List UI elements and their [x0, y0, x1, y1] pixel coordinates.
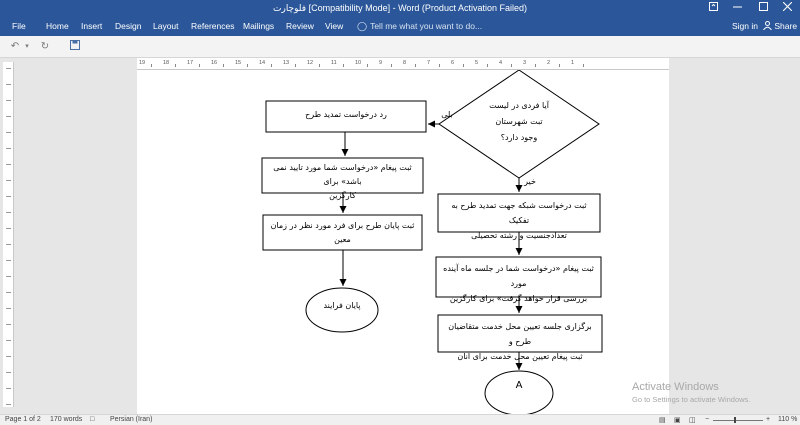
vertical-ruler[interactable]	[3, 62, 14, 407]
ruler-tick	[295, 64, 296, 67]
end-time-text	[265, 219, 420, 247]
register-request-text	[440, 198, 598, 243]
decision-text	[459, 98, 579, 146]
no-label: خیر	[524, 177, 536, 186]
hold-meeting-line-1: برگزاری جلسه تعیین محل خدمت متقاضیان طرح و	[448, 322, 592, 346]
tab-view[interactable]: View	[325, 21, 344, 31]
ruler-number: 4	[499, 60, 503, 66]
repeat-button[interactable]: ↻	[40, 41, 50, 52]
ribbon-tabs	[0, 18, 800, 36]
vertical-ruler-tick	[6, 148, 11, 149]
connector-a-text: A	[515, 380, 523, 391]
meeting-message-line-1: ثبت پیغام «درخواست شما در جلسه ماه آینده مورد	[443, 264, 594, 288]
zoom-slider[interactable]	[713, 420, 763, 421]
vertical-ruler-tick	[6, 276, 11, 277]
ruler-number: 17	[187, 60, 194, 66]
ruler-tick	[367, 64, 368, 67]
save-icon	[70, 40, 80, 50]
vertical-ruler-tick	[6, 196, 11, 197]
document-page[interactable]	[137, 70, 669, 415]
hold-meeting-line-2: ثبت پیغام تعیین محل خدمت برای آنان	[457, 352, 583, 361]
activation-subtext: Go to Settings to activate Windows.	[632, 395, 751, 404]
vertical-ruler-tick	[6, 340, 11, 341]
share-button[interactable]	[763, 21, 797, 31]
proofing-icon[interactable]: □	[90, 416, 95, 423]
rejection-message-line-1: ثبت پیغام «درخواست شما مورد تایید نمی باشد» برای	[273, 163, 412, 186]
tell-me-text: Tell me what you want to do...	[370, 21, 483, 31]
language-indicator[interactable]: Persian (Iran)	[110, 416, 153, 423]
tab-review[interactable]: Review	[286, 21, 314, 31]
ruler-tick	[511, 64, 512, 67]
ribbon-options-icon	[709, 2, 718, 11]
tab-file[interactable]: File	[12, 21, 26, 31]
register-request-line-2: تعدادجنسیت و رشته تحصیلی	[471, 231, 567, 240]
ribbon-display-options-button[interactable]	[702, 1, 724, 17]
ruler-tick	[583, 64, 584, 67]
title-bar	[0, 0, 800, 18]
vertical-ruler-tick	[6, 324, 11, 325]
share-label: Share	[774, 21, 798, 31]
vertical-ruler-tick	[6, 180, 11, 181]
share-person-icon	[763, 21, 772, 30]
minimize-button[interactable]	[726, 1, 748, 17]
undo-button[interactable]: ↶	[10, 41, 20, 52]
vertical-ruler-tick	[6, 228, 11, 229]
meeting-message-line-2: بررسی قرار خواهد گرفت» برای کارگزین	[449, 294, 588, 303]
connector-a-oval	[485, 371, 553, 415]
quick-access-toolbar	[0, 36, 800, 58]
activation-heading: Activate Windows	[632, 381, 719, 393]
ruler-number: 1	[571, 60, 575, 66]
ruler-tick	[199, 64, 200, 67]
ruler-tick	[463, 64, 464, 67]
yes-label: بلی	[441, 110, 453, 119]
vertical-ruler-tick	[6, 244, 11, 245]
close-button[interactable]	[776, 1, 798, 17]
vertical-ruler-tick	[6, 116, 11, 117]
decision-line-2: تبت شهرستان	[495, 117, 543, 126]
ruler-tick	[391, 64, 392, 67]
lightbulb-icon: ◯	[357, 21, 368, 31]
end-process-text: پایان فرایند	[323, 301, 361, 310]
vertical-ruler-tick	[6, 404, 11, 405]
decision-line-3: وجود دارد؟	[500, 133, 538, 142]
zoom-in-button[interactable]: +	[766, 416, 771, 423]
ruler-number: 6	[451, 60, 455, 66]
ruler-number: 14	[259, 60, 266, 66]
web-layout-icon[interactable]: ◫	[689, 417, 696, 424]
horizontal-ruler[interactable]	[137, 58, 669, 70]
ruler-number: 19	[139, 60, 146, 66]
vertical-ruler-tick	[6, 260, 11, 261]
activation-watermark	[632, 381, 750, 404]
ruler-tick	[223, 64, 224, 67]
ruler-number: 15	[235, 60, 242, 66]
ruler-number: 2	[547, 60, 551, 66]
ruler-tick	[415, 64, 416, 67]
tell-me-box[interactable]	[357, 21, 482, 32]
ruler-number: 16	[211, 60, 218, 66]
ruler-tick	[175, 64, 176, 67]
ruler-number: 8	[403, 60, 407, 66]
status-bar	[0, 414, 800, 425]
ruler-tick	[559, 64, 560, 67]
rejection-message-text	[265, 161, 420, 203]
word-count[interactable]: 170 words	[50, 416, 83, 423]
ruler-number: 13	[283, 60, 290, 66]
vertical-ruler-tick	[6, 100, 11, 101]
ruler-number: 18	[163, 60, 170, 66]
ruler-tick	[247, 64, 248, 67]
vertical-ruler-tick	[6, 308, 11, 309]
end-time-line-1: ثبت پایان طرح برای فرد مورد نظر در زمان معین	[270, 221, 415, 244]
ruler-tick	[439, 64, 440, 67]
redo-dropdown-icon[interactable]: ▾	[25, 43, 29, 50]
ruler-tick	[343, 64, 344, 67]
sign-in-link[interactable]: Sign in	[732, 21, 758, 31]
ruler-number: 3	[523, 60, 527, 66]
tab-insert[interactable]: Insert	[81, 21, 103, 31]
minimize-icon	[733, 2, 742, 11]
ruler-tick	[535, 64, 536, 67]
save-button[interactable]	[68, 40, 82, 54]
ruler-number: 9	[379, 60, 383, 66]
zoom-slider-thumb[interactable]	[734, 417, 736, 423]
vertical-ruler-tick	[6, 388, 11, 389]
vertical-ruler-tick	[6, 68, 11, 69]
ruler-tick	[487, 64, 488, 67]
meeting-message-text	[438, 261, 599, 306]
tab-design[interactable]: Design	[115, 21, 142, 31]
window-title: فلوچارت [Compatibility Mode] - Word (Product Activation Failed)	[273, 3, 527, 13]
vertical-ruler-tick	[6, 164, 11, 165]
tab-layout[interactable]: Layout	[153, 21, 179, 31]
vertical-ruler-tick	[6, 356, 11, 357]
ruler-tick	[271, 64, 272, 67]
hold-meeting-text	[440, 319, 600, 364]
ruler-number: 5	[475, 60, 479, 66]
ruler-number: 11	[331, 60, 337, 66]
ruler-number: 10	[355, 60, 362, 66]
vertical-ruler-tick	[6, 212, 11, 213]
vertical-ruler-tick	[6, 84, 11, 85]
zoom-level[interactable]: 110 %	[778, 416, 798, 423]
maximize-button[interactable]	[752, 1, 774, 17]
register-request-line-1: ثبت درخواست شبکه جهت تمدید طرح به تفکیک	[451, 201, 587, 225]
maximize-icon	[759, 2, 768, 11]
tab-references[interactable]: References	[191, 21, 235, 31]
ruler-number: 12	[307, 60, 314, 66]
reject-box-text: رد درخواست تمدید طرح	[305, 110, 387, 119]
decision-line-1: آیا فردی در لیست	[489, 101, 549, 110]
rejection-message-line-2: کارگزین	[329, 191, 356, 200]
vertical-ruler-tick	[6, 132, 11, 133]
close-icon	[783, 2, 792, 11]
ruler-number: 7	[427, 60, 431, 66]
vertical-ruler-tick	[6, 372, 11, 373]
print-layout-icon[interactable]: ▣	[674, 417, 681, 424]
zoom-out-button[interactable]: −	[705, 416, 710, 423]
vertical-ruler-tick	[6, 292, 11, 293]
page-count[interactable]: Page 1 of 2	[5, 416, 41, 423]
ruler-tick	[151, 64, 152, 67]
tab-home[interactable]: Home	[46, 21, 69, 31]
read-mode-icon[interactable]: ▤	[659, 417, 666, 424]
ruler-tick	[319, 64, 320, 67]
tab-mailings[interactable]: Mailings	[243, 21, 275, 31]
